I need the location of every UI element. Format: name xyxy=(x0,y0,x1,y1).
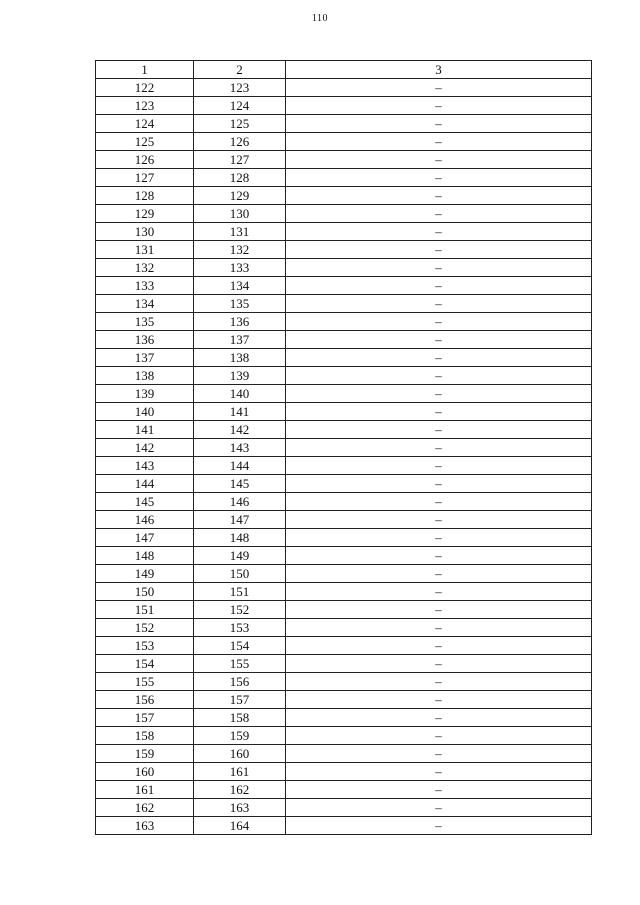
table-row xyxy=(96,601,592,619)
table-cell-col-2: 149 xyxy=(194,547,286,565)
table-cell-col-3: – xyxy=(286,475,592,493)
table-cell-col-1: 142 xyxy=(96,439,194,457)
table-cell-col-3: – xyxy=(286,763,592,781)
column-header-3: 3 xyxy=(286,61,592,79)
table-cell-col-1: 149 xyxy=(96,565,194,583)
table-cell-col-2: 140 xyxy=(194,385,286,403)
table-cell-col-2: 127 xyxy=(194,151,286,169)
table-row xyxy=(96,241,592,259)
table-cell-col-1: 154 xyxy=(96,655,194,673)
table-row xyxy=(96,349,592,367)
table-row xyxy=(96,133,592,151)
table-cell-col-2: 135 xyxy=(194,295,286,313)
table-cell-col-2: 144 xyxy=(194,457,286,475)
table-cell-col-3: – xyxy=(286,493,592,511)
table-cell-col-1: 159 xyxy=(96,745,194,763)
table-cell-col-2: 164 xyxy=(194,817,286,835)
table-cell-col-3: – xyxy=(286,655,592,673)
table-row xyxy=(96,277,592,295)
table-row xyxy=(96,403,592,421)
table-cell-col-1: 138 xyxy=(96,367,194,385)
table-cell-col-3: – xyxy=(286,511,592,529)
table-row xyxy=(96,223,592,241)
table-cell-col-1: 158 xyxy=(96,727,194,745)
table-cell-col-3: – xyxy=(286,529,592,547)
table-cell-col-3: – xyxy=(286,709,592,727)
table-row xyxy=(96,583,592,601)
table-cell-col-1: 133 xyxy=(96,277,194,295)
table-cell-col-1: 153 xyxy=(96,637,194,655)
table-row xyxy=(96,475,592,493)
table-cell-col-3: – xyxy=(286,331,592,349)
table-cell-col-1: 162 xyxy=(96,799,194,817)
table-cell-col-3: – xyxy=(286,691,592,709)
table-row xyxy=(96,259,592,277)
table-row xyxy=(96,151,592,169)
table-cell-col-1: 163 xyxy=(96,817,194,835)
table-cell-col-2: 136 xyxy=(194,313,286,331)
table-row xyxy=(96,799,592,817)
table-cell-col-1: 152 xyxy=(96,619,194,637)
table-cell-col-2: 134 xyxy=(194,277,286,295)
table-row xyxy=(96,763,592,781)
table-cell-col-2: 125 xyxy=(194,115,286,133)
table-cell-col-1: 151 xyxy=(96,601,194,619)
table-cell-col-2: 146 xyxy=(194,493,286,511)
table-cell-col-2: 142 xyxy=(194,421,286,439)
table-row xyxy=(96,565,592,583)
table-cell-col-2: 129 xyxy=(194,187,286,205)
table-row xyxy=(96,169,592,187)
table-cell-col-2: 128 xyxy=(194,169,286,187)
table-row xyxy=(96,421,592,439)
table-cell-col-3: – xyxy=(286,259,592,277)
column-header-2: 2 xyxy=(194,61,286,79)
table-cell-col-2: 162 xyxy=(194,781,286,799)
table-cell-col-2: 157 xyxy=(194,691,286,709)
table-row xyxy=(96,673,592,691)
table-cell-col-1: 161 xyxy=(96,781,194,799)
table-cell-col-2: 137 xyxy=(194,331,286,349)
table-cell-col-3: – xyxy=(286,421,592,439)
table-row xyxy=(96,313,592,331)
table-cell-col-3: – xyxy=(286,727,592,745)
table-cell-col-2: 161 xyxy=(194,763,286,781)
table-row xyxy=(96,781,592,799)
table-cell-col-1: 126 xyxy=(96,151,194,169)
table-row xyxy=(96,79,592,97)
table-cell-col-3: – xyxy=(286,241,592,259)
table-row xyxy=(96,817,592,835)
table-row xyxy=(96,745,592,763)
table-row xyxy=(96,655,592,673)
table-cell-col-1: 135 xyxy=(96,313,194,331)
table-cell-col-3: – xyxy=(286,745,592,763)
table-cell-col-2: 163 xyxy=(194,799,286,817)
table-cell-col-3: – xyxy=(286,313,592,331)
table-cell-col-2: 152 xyxy=(194,601,286,619)
table-cell-col-2: 124 xyxy=(194,97,286,115)
table-cell-col-1: 156 xyxy=(96,691,194,709)
table-cell-col-3: – xyxy=(286,133,592,151)
table-cell-col-3: – xyxy=(286,277,592,295)
table-cell-col-2: 139 xyxy=(194,367,286,385)
table-cell-col-3: – xyxy=(286,673,592,691)
table-cell-col-3: – xyxy=(286,115,592,133)
table-cell-col-1: 144 xyxy=(96,475,194,493)
table-cell-col-3: – xyxy=(286,187,592,205)
table-cell-col-3: – xyxy=(286,817,592,835)
table-row xyxy=(96,97,592,115)
table-row xyxy=(96,709,592,727)
table-cell-col-1: 141 xyxy=(96,421,194,439)
table-row xyxy=(96,457,592,475)
table-cell-col-3: – xyxy=(286,565,592,583)
table-cell-col-1: 155 xyxy=(96,673,194,691)
table-cell-col-1: 139 xyxy=(96,385,194,403)
table-cell-col-2: 156 xyxy=(194,673,286,691)
table-cell-col-3: – xyxy=(286,799,592,817)
table-row xyxy=(96,367,592,385)
table-cell-col-1: 157 xyxy=(96,709,194,727)
table-cell-col-3: – xyxy=(286,781,592,799)
table-cell-col-1: 127 xyxy=(96,169,194,187)
table-cell-col-3: – xyxy=(286,169,592,187)
table-cell-col-2: 151 xyxy=(194,583,286,601)
table-cell-col-2: 132 xyxy=(194,241,286,259)
table-cell-col-3: – xyxy=(286,367,592,385)
table-row xyxy=(96,727,592,745)
table-cell-col-1: 148 xyxy=(96,547,194,565)
table-cell-col-1: 137 xyxy=(96,349,194,367)
table-cell-col-2: 141 xyxy=(194,403,286,421)
table-row xyxy=(96,691,592,709)
table-row xyxy=(96,295,592,313)
table-row xyxy=(96,439,592,457)
table-cell-col-1: 146 xyxy=(96,511,194,529)
table-cell-col-3: – xyxy=(286,151,592,169)
table-cell-col-3: – xyxy=(286,385,592,403)
table-cell-col-2: 123 xyxy=(194,79,286,97)
table-cell-col-2: 155 xyxy=(194,655,286,673)
table-cell-col-3: – xyxy=(286,205,592,223)
table-cell-col-1: 123 xyxy=(96,97,194,115)
table-cell-col-2: 145 xyxy=(194,475,286,493)
table-cell-col-1: 145 xyxy=(96,493,194,511)
page-number: 110 xyxy=(311,13,329,24)
table-cell-col-3: – xyxy=(286,223,592,241)
table-cell-col-2: 133 xyxy=(194,259,286,277)
table-cell-col-1: 125 xyxy=(96,133,194,151)
table-cell-col-2: 147 xyxy=(194,511,286,529)
table-cell-col-1: 147 xyxy=(96,529,194,547)
table-row xyxy=(96,493,592,511)
table-cell-col-1: 140 xyxy=(96,403,194,421)
table-row xyxy=(96,529,592,547)
table-cell-col-1: 131 xyxy=(96,241,194,259)
table-cell-col-1: 136 xyxy=(96,331,194,349)
table-cell-col-2: 153 xyxy=(194,619,286,637)
table-cell-col-2: 154 xyxy=(194,637,286,655)
table-cell-col-1: 132 xyxy=(96,259,194,277)
table-cell-col-1: 129 xyxy=(96,205,194,223)
table-cell-col-1: 160 xyxy=(96,763,194,781)
table-cell-col-3: – xyxy=(286,295,592,313)
table-cell-col-3: – xyxy=(286,79,592,97)
table-row xyxy=(96,637,592,655)
table-cell-col-1: 134 xyxy=(96,295,194,313)
table-cell-col-2: 131 xyxy=(194,223,286,241)
table-cell-col-3: – xyxy=(286,619,592,637)
table-cell-col-3: – xyxy=(286,583,592,601)
table-cell-col-1: 124 xyxy=(96,115,194,133)
table-cell-col-1: 122 xyxy=(96,79,194,97)
table-cell-col-2: 138 xyxy=(194,349,286,367)
table-cell-col-2: 150 xyxy=(194,565,286,583)
table-body xyxy=(96,79,592,835)
table-row xyxy=(96,187,592,205)
table-cell-col-3: – xyxy=(286,439,592,457)
table-cell-col-1: 143 xyxy=(96,457,194,475)
table-cell-col-1: 150 xyxy=(96,583,194,601)
table-row xyxy=(96,547,592,565)
table-row xyxy=(96,619,592,637)
table-cell-col-2: 143 xyxy=(194,439,286,457)
header-row xyxy=(96,61,592,79)
table-cell-col-2: 126 xyxy=(194,133,286,151)
table-cell-col-3: – xyxy=(286,601,592,619)
data-table xyxy=(95,60,592,835)
table-cell-col-1: 130 xyxy=(96,223,194,241)
table-cell-col-3: – xyxy=(286,403,592,421)
table-cell-col-1: 128 xyxy=(96,187,194,205)
table-cell-col-3: – xyxy=(286,457,592,475)
table-row xyxy=(96,115,592,133)
table-cell-col-2: 159 xyxy=(194,727,286,745)
table-row xyxy=(96,331,592,349)
table-cell-col-2: 130 xyxy=(194,205,286,223)
table-cell-col-3: – xyxy=(286,349,592,367)
table-row xyxy=(96,511,592,529)
table-cell-col-2: 160 xyxy=(194,745,286,763)
table-cell-col-3: – xyxy=(286,637,592,655)
column-header-1: 1 xyxy=(96,61,194,79)
table-cell-col-3: – xyxy=(286,547,592,565)
table-cell-col-2: 148 xyxy=(194,529,286,547)
table-row xyxy=(96,205,592,223)
table-cell-col-3: – xyxy=(286,97,592,115)
table-cell-col-2: 158 xyxy=(194,709,286,727)
table-header xyxy=(96,61,592,79)
table-row xyxy=(96,385,592,403)
